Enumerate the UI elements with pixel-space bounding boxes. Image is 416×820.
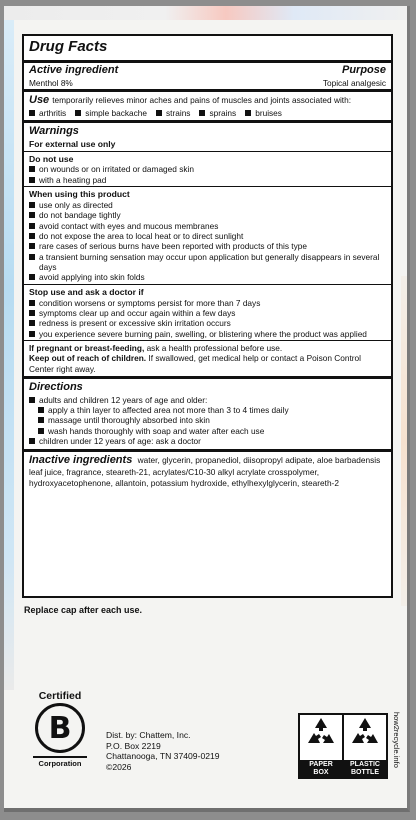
active-section xyxy=(24,63,391,89)
list-item: children under 12 years of age: ask a doctor xyxy=(29,436,386,446)
recycle-icon xyxy=(303,715,339,749)
list-item: avoid contact with eyes and mucous membranes xyxy=(29,221,386,231)
drug-facts-title: Drug Facts xyxy=(29,38,108,55)
list-item: adults and children 12 years of age and older: xyxy=(29,395,386,405)
bcorp-certified: Certified xyxy=(38,690,82,702)
list-item: symptoms clear up and occur again within a few days xyxy=(29,308,386,318)
list-item: apply a thin layer to affected area not more than 3 to 4 times daily xyxy=(38,405,386,415)
list-item: use only as directed xyxy=(29,200,386,210)
inactive-text: water, glycerin, propanediol, diisopropyl adipate, aloe barbadensis leaf juice, fragrance, steareth-21, acrylates/C10-30 alkyl acrylate crosspolymer, hydroxyacetophenone, allantoin, potassium hydroxide, ethylhexylglycerin, steareth-2 xyxy=(29,454,381,488)
external-use-note: For external use only xyxy=(29,138,116,149)
list-item: you experience severe burning pain, swelling, or blistering where the product was applied xyxy=(29,329,386,339)
list-item: condition worsens or symptoms persist for more than 7 days xyxy=(29,298,386,308)
top-stripe xyxy=(4,6,407,20)
bcorp-corporation: Corporation xyxy=(38,759,82,768)
pregnancy-warning: If pregnant or breast-feeding, ask a health professional before use. xyxy=(29,342,283,353)
recycle-bottle-cell: PLASTIC BOTTLE xyxy=(344,715,386,777)
stop-use-heading: Stop use and ask a doctor if xyxy=(29,286,144,297)
use-item: strains xyxy=(156,108,190,118)
stop-use-section xyxy=(24,285,391,340)
how2recycle-site xyxy=(391,712,403,782)
pregnancy-children-section xyxy=(24,341,391,376)
replace-cap-note: Replace cap after each use. xyxy=(24,605,143,615)
use-section xyxy=(24,92,391,120)
when-using-section xyxy=(24,187,391,284)
warnings-section xyxy=(24,123,391,150)
active-heading: Active ingredient xyxy=(29,64,119,76)
list-item: wash hands thoroughly with soap and water after each use xyxy=(38,426,386,436)
directions-section xyxy=(24,379,391,449)
active-purpose: Topical analgesic xyxy=(322,77,386,88)
list-item: do not bandage tightly xyxy=(29,210,386,220)
svg-text:how2recycle.info: how2recycle.info xyxy=(392,712,401,768)
recycle-box-cell: PAPER BOX xyxy=(300,715,344,777)
do-not-use-heading: Do not use xyxy=(29,153,74,164)
side-blue-strip xyxy=(4,20,14,690)
how2recycle-label xyxy=(298,713,388,779)
when-using-heading: When using this product xyxy=(29,189,130,200)
do-not-use-section xyxy=(24,152,391,186)
bcorp-logo xyxy=(30,690,90,768)
inactive-heading: Inactive ingredients xyxy=(29,453,133,466)
warnings-heading: Warnings xyxy=(29,125,79,138)
directions-heading: Directions xyxy=(29,381,83,394)
side-peach-strip xyxy=(401,276,407,606)
list-item: a transient burning sensation may occur upon application but generally disappears in several days xyxy=(29,252,386,273)
active-ingredient: Menthol 8% xyxy=(29,77,73,88)
purpose-heading: Purpose xyxy=(341,64,386,76)
list-item: on wounds or on irritated or damaged skin xyxy=(29,164,386,174)
list-item: do not expose the area to local heat or to direct sunlight xyxy=(29,231,386,241)
drug-facts-panel xyxy=(22,34,393,598)
bcorp-icon: B xyxy=(35,703,85,753)
use-item: simple backache xyxy=(75,108,147,118)
recycle-icon xyxy=(347,715,383,749)
list-item: with a heating pad xyxy=(29,175,386,185)
children-warning: Keep out of reach of children. If swallowed, get medical help or contact a Poison Control Center right away. xyxy=(29,353,362,374)
use-item: sprains xyxy=(199,108,236,118)
distributor-address: Dist. by: Chattem, Inc. P.O. Box 2219 Chattanooga, TN 37409-0219 ©2026 xyxy=(106,730,220,773)
list-item: massage until thoroughly absorbed into skin xyxy=(38,415,386,425)
list-item: redness is present or excessive skin irritation occurs xyxy=(29,318,386,328)
list-item: rare cases of serious burns have been reported with products of this type xyxy=(29,241,386,251)
use-item: arthritis xyxy=(29,108,66,118)
use-text: temporarily relieves minor aches and pains of muscles and joints associated with: xyxy=(52,95,352,106)
inactive-section xyxy=(24,452,391,489)
list-item: avoid applying into skin folds xyxy=(29,272,386,282)
use-item: bruises xyxy=(245,108,282,118)
use-heading: Use xyxy=(29,94,50,107)
